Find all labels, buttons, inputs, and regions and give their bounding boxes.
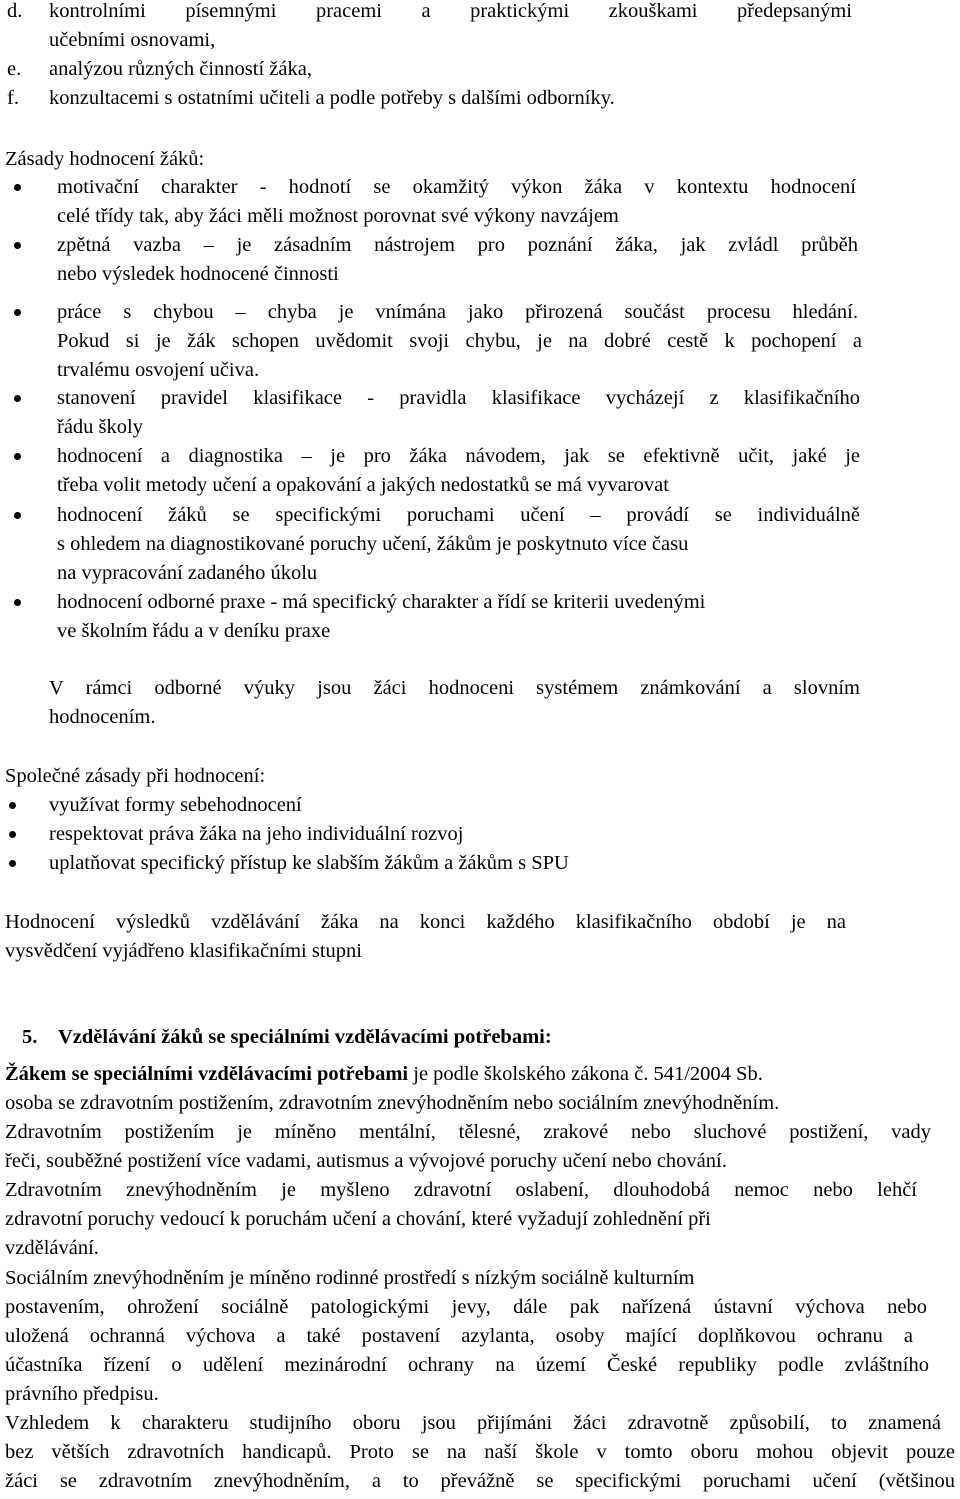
list-item-f: konzultacemi s ostatními učiteli a podle potřeby s dalšími odborníky.: [49, 87, 615, 109]
principle-6-line-0: hodnocení odborné praxe - má specifický charakter a řídí se kriterii uvedenými: [57, 591, 706, 613]
section5-line-5: vzdělávání.: [5, 1237, 99, 1259]
principle-4-line-0: hodnocení a diagnostika – je pro žáka návodem, jak se efektivně učit, jaké je: [57, 445, 860, 467]
section-title: Vzdělávání žáků se speciálními vzdělávacími potřebami:: [58, 1026, 552, 1048]
list-marker-d: d.: [7, 0, 23, 22]
final-evaluation-line-1: vysvědčení vyjádřeno klasifikačními stupni: [5, 940, 362, 962]
principle-0-line-1: celé třídy tak, aby žáci měli možnost porovnat své výkony navzájem: [57, 205, 619, 227]
bullet-icon: [9, 802, 16, 809]
common-item-0: využívat formy sebehodnocení: [49, 794, 302, 816]
section5-line-9: účastníka řízení o udělení mezinárodní ochrany na území České republiky podle zvláštního: [5, 1354, 929, 1376]
bullet-icon: [14, 184, 21, 191]
principle-1-line-0: zpětná vazba – je zásadním nástrojem pro poznání žáka, jak zvládl průběh: [57, 234, 858, 256]
bullet-icon: [14, 242, 21, 249]
bullet-icon: [9, 831, 16, 838]
evaluation-system-line-1: hodnocením.: [49, 706, 156, 728]
principle-0-line-0: motivační charakter - hodnotí se okamžitý výkon žáka v kontextu hodnocení: [57, 176, 856, 198]
section5-line-11: Vzhledem k charakteru studijního oboru jsou přijímáni žáci zdravotně způsobilí, to znamená: [5, 1412, 941, 1434]
section5-line-6: Sociálním znevýhodněním je míněno rodinné prostředí s nízkým sociálně kulturním: [5, 1267, 695, 1289]
section5-line-10: právního předpisu.: [5, 1383, 159, 1405]
common-item-2: uplatňovat specifický přístup ke slabším žákům a žákům s SPU: [49, 852, 569, 874]
section5-line-1: Zdravotním postižením je míněno mentální, tělesné, zrakové nebo sluchové postižení, vady: [5, 1121, 931, 1143]
list-item-d-line2: učebními osnovami,: [49, 29, 216, 51]
bullet-icon: [14, 453, 21, 460]
principle-3-line-1: řádu školy: [57, 416, 143, 438]
principle-4-line-1: třeba volit metody učení a opakování a jakých nedostatků se má vyvarovat: [57, 474, 669, 496]
bullet-icon: [9, 860, 16, 867]
section5-line-3: Zdravotním znevýhodněním je myšleno zdravotní oslabení, dlouhodobá nemoc nebo lehčí: [5, 1179, 917, 1201]
principles-heading: Zásady hodnocení žáků:: [5, 148, 205, 170]
principle-6-line-1: ve školním řádu a v deníku praxe: [57, 620, 331, 642]
section5-line-0: osoba se zdravotním postižením, zdravotním znevýhodněním nebo sociálním znevýhodněním.: [5, 1092, 780, 1114]
evaluation-system-line-0: V rámci odborné výuky jsou žáci hodnoceni systémem známkování a slovním: [49, 677, 860, 699]
principle-2-line-2: trvalému osvojení učiva.: [57, 359, 260, 381]
common-heading: Společné zásady při hodnocení:: [5, 765, 266, 787]
section-number: 5.: [22, 1026, 38, 1048]
sen-definition-rest: je podle školského zákona č. 541/2004 Sb.: [408, 1063, 763, 1085]
bullet-icon: [14, 395, 21, 402]
bullet-icon: [14, 599, 21, 606]
list-item-e: analýzou různých činností žáka,: [49, 58, 312, 80]
principle-2-line-0: práce s chybou – chyba je vnímána jako přirozená součást procesu hledání.: [57, 301, 858, 323]
sen-definition-line: [5, 1060, 763, 1089]
sen-definition-bold: Žákem se speciálními vzdělávacími potřebami: [5, 1063, 409, 1085]
principle-5-line-0: hodnocení žáků se specifickými poruchami učení – provádí se individuálně: [57, 504, 860, 526]
section5-line-8: uložená ochranná výchova a také postavení azylanta, osoby mající doplňkovou ochranu a: [5, 1325, 913, 1347]
common-item-1: respektovat práva žáka na jeho individuální rozvoj: [49, 823, 464, 845]
principle-2-line-1: Pokud si je žák schopen uvědomit svoji chybu, je na dobré cestě k pochopení a: [57, 330, 862, 352]
bullet-icon: [14, 512, 21, 519]
principle-5-line-1: s ohledem na diagnostikované poruchy učení, žákům je poskytnuto více času: [57, 533, 689, 555]
principle-1-line-1: nebo výsledek hodnocené činnosti: [57, 263, 339, 285]
section5-line-7: postavením, ohrožení sociálně patologickými jevy, dále pak nařízená ústavní výchova nebo: [5, 1296, 927, 1318]
list-item-d-line1: kontrolními písemnými pracemi a praktickými zkouškami předepsanými: [49, 0, 852, 22]
bullet-icon: [14, 309, 21, 316]
list-marker-e: e.: [7, 58, 22, 80]
final-evaluation-line-0: Hodnocení výsledků vzdělávání žáka na konci každého klasifikačního období je na: [5, 911, 846, 933]
list-marker-f: f.: [7, 87, 19, 109]
principle-5-line-2: na vypracování zadaného úkolu: [57, 562, 318, 584]
section5-line-13: žáci se zdravotním znevýhodněním, a to převážně se specifickými poruchami učení (většinou: [5, 1470, 955, 1492]
section5-line-4: zdravotní poruchy vedoucí k poruchám učení a chování, které vyžadují zohlednění při: [5, 1208, 711, 1230]
section5-line-12: bez větších zdravotních handicapů. Proto se na naší škole v tomto oboru mohou objevit pouze: [5, 1441, 955, 1463]
section5-line-2: řeči, souběžné postižení více vadami, autismus a vývojové poruchy učení nebo chování.: [5, 1150, 727, 1172]
principle-3-line-0: stanovení pravidel klasifikace - pravidla klasifikace vycházejí z klasifikačního: [57, 387, 860, 409]
